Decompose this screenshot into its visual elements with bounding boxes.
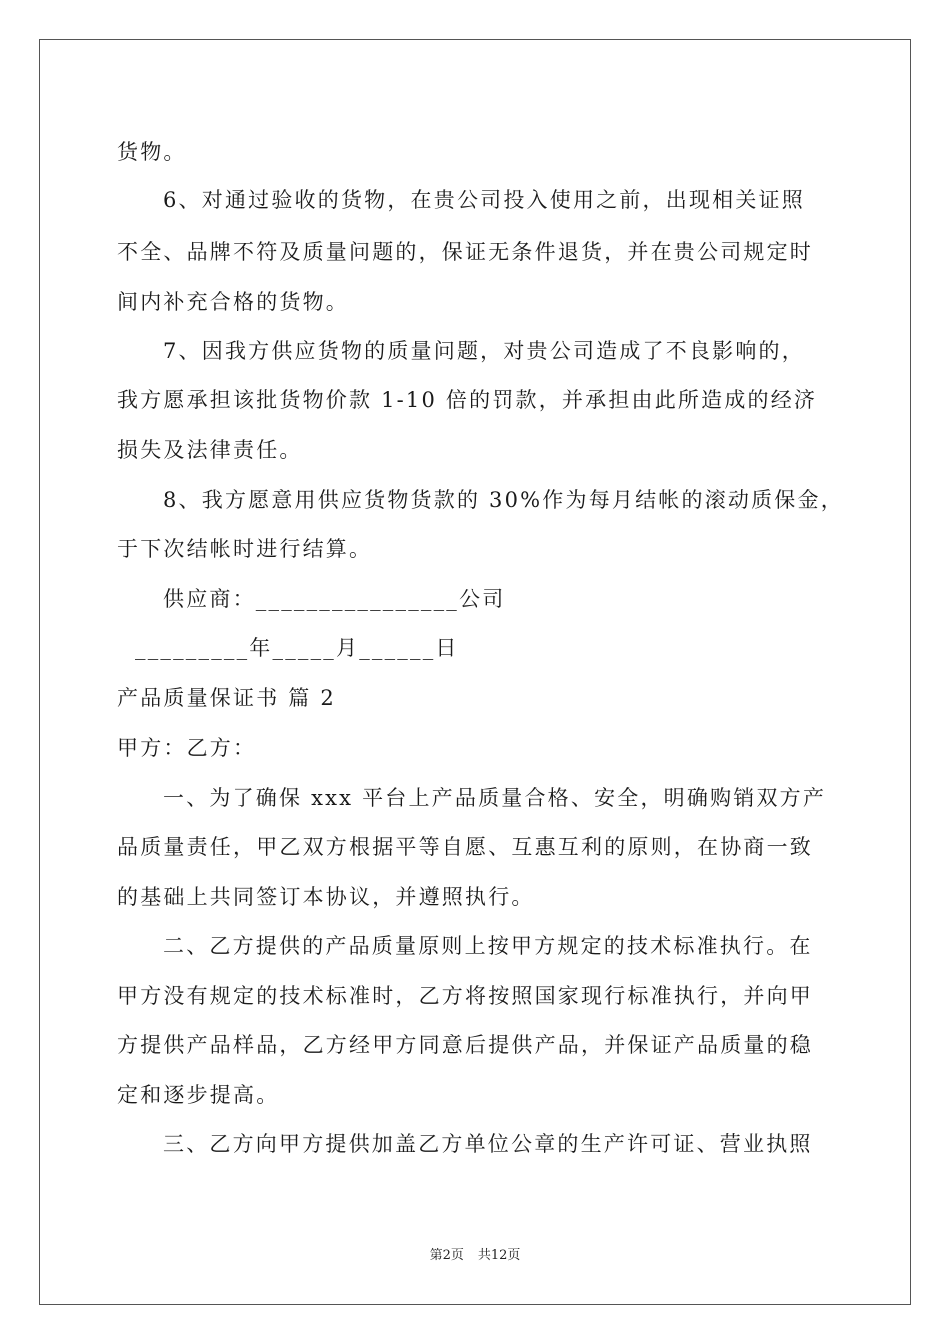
body-line: 损失及法律责任。 (117, 438, 303, 462)
parties-line: 甲方：乙方： (117, 736, 257, 760)
section-title: 产品质量保证书 篇 2 (117, 686, 336, 710)
page-total: 共12页 (477, 1248, 521, 1263)
body-line: 的基础上共同签订本协议，并遵照执行。 (117, 885, 535, 909)
body-line: 7、因我方供应货物的质量问题，对贵公司造成了不良影响的， (163, 339, 805, 363)
body-line: 方提供产品样品，乙方经甲方同意后提供产品，并保证产品质量的稳 (117, 1033, 813, 1057)
page-number: 第2页 (429, 1248, 464, 1263)
body-line: 二、乙方提供的产品质量原则上按甲方规定的技术标准执行。在 (163, 934, 813, 958)
body-line: 甲方没有规定的技术标准时，乙方将按照国家现行标准执行，并向甲 (117, 984, 813, 1008)
body-line: 8、我方愿意用供应货物货款的 30%作为每月结帐的滚动质保金， (163, 488, 844, 512)
body-line: 定和逐步提高。 (117, 1083, 280, 1107)
body-line: 三、乙方向甲方提供加盖乙方单位公章的生产许可证、营业执照 (163, 1132, 813, 1156)
date-line: _________年_____月______日 (135, 636, 459, 660)
page-footer (0, 1247, 950, 1265)
supplier-signature-line: 供应商：________________公司 (163, 587, 506, 611)
body-line: 间内补充合格的货物。 (117, 290, 349, 314)
body-line: 6、对通过验收的货物，在贵公司投入使用之前，出现相关证照 (163, 188, 805, 212)
body-line: 一、为了确保 xxx 平台上产品质量合格、安全，明确购销双方产 (163, 786, 827, 810)
body-line: 我方愿承担该批货物价款 1-10 倍的罚款，并承担由此所造成的经济 (117, 388, 818, 412)
body-line: 品质量责任，甲乙双方根据平等自愿、互惠互利的原则，在协商一致 (117, 835, 813, 859)
body-line: 于下次结帐时进行结算。 (117, 537, 373, 561)
body-line: 不全、品牌不符及质量问题的，保证无条件退货，并在贵公司规定时 (117, 240, 813, 264)
page-border (39, 39, 911, 1305)
body-line: 货物。 (117, 140, 187, 164)
